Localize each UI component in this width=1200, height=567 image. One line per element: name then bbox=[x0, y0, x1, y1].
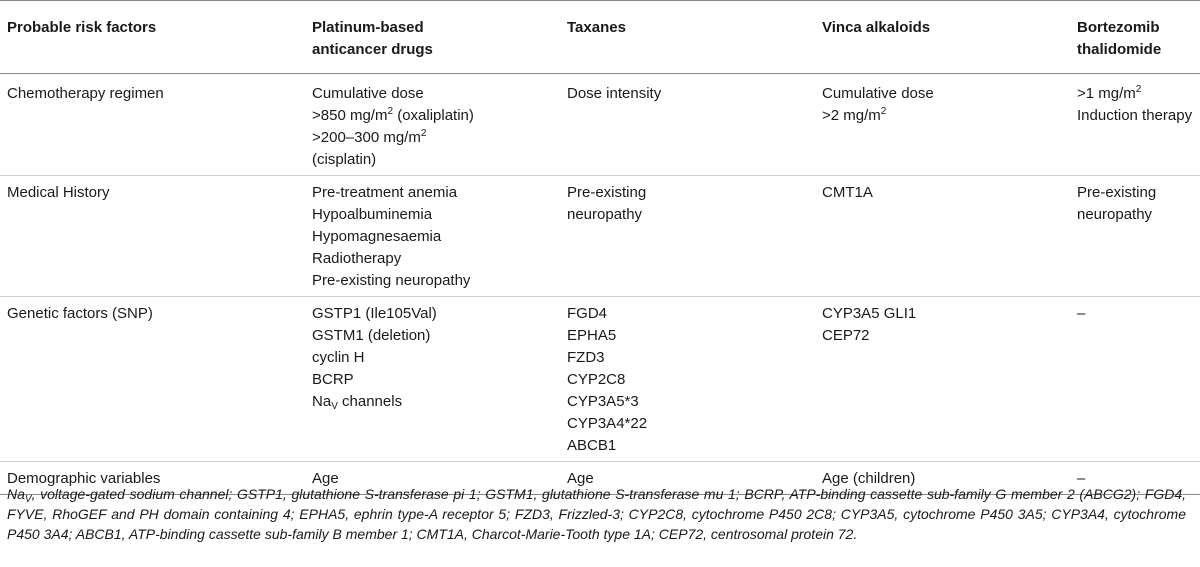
cell-text: (oxaliplatin) bbox=[393, 107, 474, 124]
cell-text: Na bbox=[312, 393, 332, 410]
row-label: Chemotherapy regimen bbox=[0, 74, 305, 176]
header-platinum bbox=[305, 1, 560, 74]
cell-line bbox=[312, 105, 560, 127]
header-taxanes bbox=[560, 1, 815, 74]
cell-line: Pre-existing neuropathy bbox=[312, 272, 471, 289]
cell-line: BCRP bbox=[312, 371, 354, 388]
cell-bortezomib bbox=[1070, 297, 1200, 462]
cell-line: Age (children) bbox=[822, 470, 916, 487]
cell-text: >200–300 mg/m bbox=[312, 129, 421, 146]
cell-text: >2 mg/m bbox=[822, 107, 881, 124]
cell-line: Dose intensity bbox=[567, 85, 662, 102]
table-header bbox=[0, 1, 1200, 74]
cell-line: CYP2C8 bbox=[567, 371, 626, 388]
table-body bbox=[0, 74, 1200, 495]
cell-line: Radiotherapy bbox=[312, 250, 402, 267]
cell-line: Cumulative dose bbox=[822, 85, 934, 102]
cell-line: FZD3 bbox=[567, 349, 605, 366]
cell-bortezomib bbox=[1070, 74, 1200, 176]
footnote-text: Na bbox=[7, 486, 25, 502]
header-text: Platinum-based bbox=[312, 19, 424, 36]
cell-text: >850 mg/m bbox=[312, 107, 388, 124]
cell-line bbox=[822, 105, 1070, 127]
header-row bbox=[0, 1, 1200, 74]
superscript: 2 bbox=[420, 128, 427, 139]
row-label: Demographic variables bbox=[0, 462, 305, 495]
cell-bortezomib bbox=[1070, 176, 1200, 297]
cell-line: GSTM1 (deletion) bbox=[312, 327, 431, 344]
cell-line: CYP3A5*3 bbox=[567, 393, 639, 410]
cell-line: cyclin H bbox=[312, 349, 365, 366]
cell-platinum bbox=[305, 176, 560, 297]
table-row bbox=[0, 297, 1200, 462]
header-text: Taxanes bbox=[567, 19, 626, 36]
cell-text: >1 mg/m bbox=[1077, 85, 1136, 102]
header-text: anticancer drugs bbox=[312, 41, 433, 58]
cell-vinca bbox=[815, 74, 1070, 176]
subscript: V bbox=[24, 494, 32, 505]
cell-line bbox=[1077, 83, 1200, 105]
superscript: 2 bbox=[880, 106, 887, 117]
header-text: Bortezomib bbox=[1077, 19, 1160, 36]
cell-platinum bbox=[305, 74, 560, 176]
footnote-text: , voltage-gated sodium channel; GSTP1, glutathione S-transferase pi 1; GSTM1, glutathione S-transferase mu 1; BCRP, ATP-binding cassette sub-family G member 2 (ABCG2); FGD4, FYVE, RhoGEF and PH domain containing 4; EPHA5, ephrin type-A receptor 5; FZD3, Frizzled-3; CYP2C8, cytochrome P450 2C8; CYP3A5, cytochrome P450 3A5; CYP3A4, cytochrome P450 3A4; ABCB1, ATP-binding cassette sub-family B member 1; CMT1A, Charcot-Marie-Tooth type 1A; CEP72, centrosomal protein 72. bbox=[7, 486, 1186, 542]
cell-line: Pre-existing bbox=[567, 184, 647, 201]
cell-line: CMT1A bbox=[822, 184, 873, 201]
cell-line: GSTP1 (Ile105Val) bbox=[312, 305, 437, 322]
cell-line: – bbox=[1077, 470, 1086, 487]
cell-line: CYP3A5 GLI1 bbox=[822, 305, 917, 322]
cell-line: Hypomagnesaemia bbox=[312, 228, 442, 245]
header-bortezomib bbox=[1070, 1, 1200, 74]
cell-line: neuropathy bbox=[1077, 206, 1153, 223]
cell-text: channels bbox=[337, 393, 403, 410]
table-row bbox=[0, 74, 1200, 176]
header-text: Vinca alkaloids bbox=[822, 19, 931, 36]
cell-line: Induction therapy bbox=[1077, 107, 1193, 124]
cell-line: Age bbox=[312, 470, 339, 487]
cell-vinca bbox=[815, 176, 1070, 297]
cell-line: Pre-existing bbox=[1077, 184, 1157, 201]
row-label: Medical History bbox=[0, 176, 305, 297]
table-row bbox=[0, 176, 1200, 297]
cell-taxanes bbox=[560, 74, 815, 176]
cell-line: CEP72 bbox=[822, 327, 870, 344]
cell-platinum bbox=[305, 297, 560, 462]
row-label: Genetic factors (SNP) bbox=[0, 297, 305, 462]
header-risk-factors bbox=[0, 1, 305, 74]
cell-line: EPHA5 bbox=[567, 327, 617, 344]
header-vinca bbox=[815, 1, 1070, 74]
cell-line: ABCB1 bbox=[567, 437, 617, 454]
superscript: 2 bbox=[387, 106, 394, 117]
cell-line bbox=[312, 391, 560, 413]
cell-vinca bbox=[815, 297, 1070, 462]
cell-line bbox=[312, 127, 560, 149]
subscript: V bbox=[331, 401, 338, 412]
cell-line: Cumulative dose bbox=[312, 85, 424, 102]
cell-line: Hypoalbuminemia bbox=[312, 206, 433, 223]
cell-line: (cisplatin) bbox=[312, 151, 377, 168]
header-text: Probable risk factors bbox=[7, 19, 157, 36]
superscript: 2 bbox=[1135, 84, 1142, 95]
cell-line: Pre-treatment anemia bbox=[312, 184, 458, 201]
cell-line: FGD4 bbox=[567, 305, 608, 322]
cell-taxanes bbox=[560, 176, 815, 297]
header-text: thalidomide bbox=[1077, 41, 1162, 58]
cell-line: neuropathy bbox=[567, 206, 643, 223]
cell-taxanes bbox=[560, 297, 815, 462]
cell-line: – bbox=[1077, 305, 1086, 322]
cell-line: Age bbox=[567, 470, 594, 487]
table-footnote bbox=[7, 484, 1186, 544]
cell-line: CYP3A4*22 bbox=[567, 415, 648, 432]
